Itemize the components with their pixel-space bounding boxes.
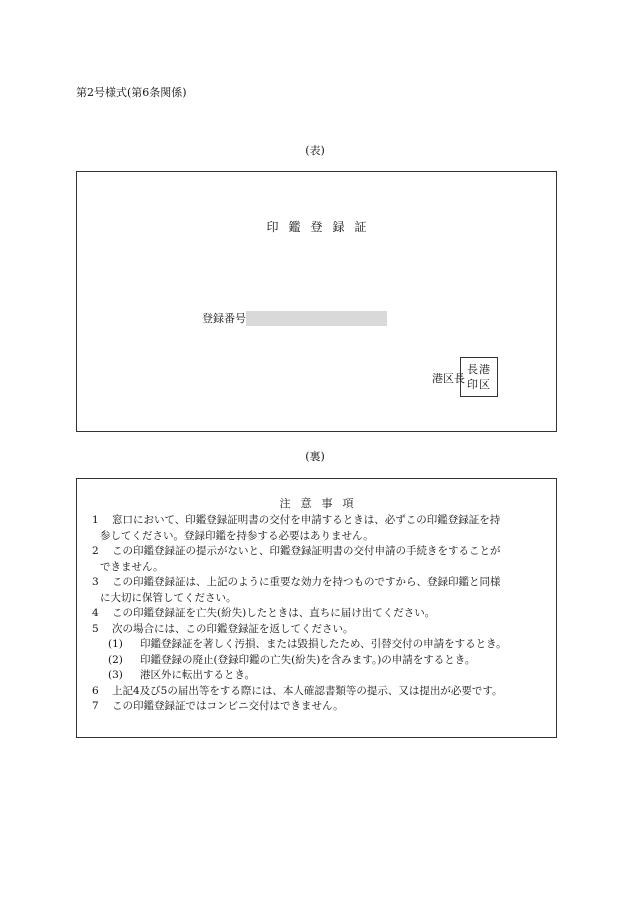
front-side-label: (表) — [305, 144, 325, 157]
seal-line-1: 長港 — [467, 363, 491, 376]
form-number-label: 第2号様式(第6条関係) — [76, 86, 187, 99]
note-text-continued: できません。 — [100, 560, 164, 573]
official-seal — [460, 357, 498, 397]
back-side-label: (裏) — [305, 450, 325, 463]
subnote-number: (2) — [108, 653, 123, 666]
note-text: 窓口において、印鑑登録証明書の交付を申請するときは、必ずこの印鑑登録証を持 — [112, 514, 501, 526]
certificate-back — [76, 478, 557, 738]
note-text-continued: に大切に保管してください。 — [100, 591, 237, 604]
registration-number-redacted-field — [246, 311, 387, 326]
note-number: 6 — [92, 684, 99, 697]
note-text: 次の場合には、この印鑑登録証を返してください。 — [112, 622, 354, 635]
note-number: 3 — [92, 576, 99, 588]
note-item-1 — [92, 513, 552, 544]
subnote-text: 印鑑登録証を著しく汚損、または毀損したため、引替交付の申請をするとき。 — [140, 638, 507, 650]
registration-number-row — [202, 310, 387, 326]
certificate-title: 印鑑登録証 — [266, 220, 377, 234]
note-number: 2 — [92, 545, 99, 557]
note-item-2 — [92, 544, 552, 575]
notes-list — [92, 513, 552, 715]
note-item-4 — [92, 606, 552, 622]
subnote-item-1 — [92, 637, 552, 653]
note-item-6 — [92, 684, 552, 700]
note-number: 1 — [92, 514, 99, 526]
subnote-number: (3) — [108, 669, 123, 681]
note-text: 上記4及び5の届出等をする際には、本人確認書類等の提示、又は提出が必要です。 — [112, 684, 503, 697]
subnote-text: 港区外に転出するとき。 — [140, 669, 256, 681]
seal-line-2: 印区 — [467, 378, 491, 391]
certificate-front — [76, 171, 557, 432]
note-text: この印鑑登録証の提示がないと、印鑑登録証明書の交付申請の手続きをすることが — [112, 545, 501, 557]
note-number: 4 — [92, 607, 99, 619]
note-item-7 — [92, 699, 552, 715]
note-text: この印鑑登録証ではコンビニ交付はできません。 — [112, 700, 344, 712]
note-text: この印鑑登録証は、上記のように重要な効力を持つものですから、登録印鑑と同様 — [112, 576, 501, 588]
subnote-item-3 — [92, 668, 552, 684]
subnote-number: (1) — [108, 638, 123, 650]
note-number: 5 — [92, 622, 99, 635]
subnote-item-2 — [92, 653, 552, 669]
note-text: この印鑑登録証を亡失(紛失)したときは、直ちに届け出てください。 — [112, 607, 436, 619]
notes-title: 注意事項 — [279, 497, 364, 510]
subnote-text: 印鑑登録の廃止(登録印鑑の亡失(紛失)を含みます。)の申請をするとき。 — [140, 653, 476, 666]
issuer-label: 港区長 — [432, 372, 465, 385]
note-number: 7 — [92, 700, 99, 712]
note-item-5 — [92, 622, 552, 638]
note-text-continued: 参してください。登録印鑑を持参する必要はありません。 — [100, 529, 374, 542]
note-item-3 — [92, 575, 552, 606]
registration-number-label: 登録番号 — [202, 312, 246, 325]
